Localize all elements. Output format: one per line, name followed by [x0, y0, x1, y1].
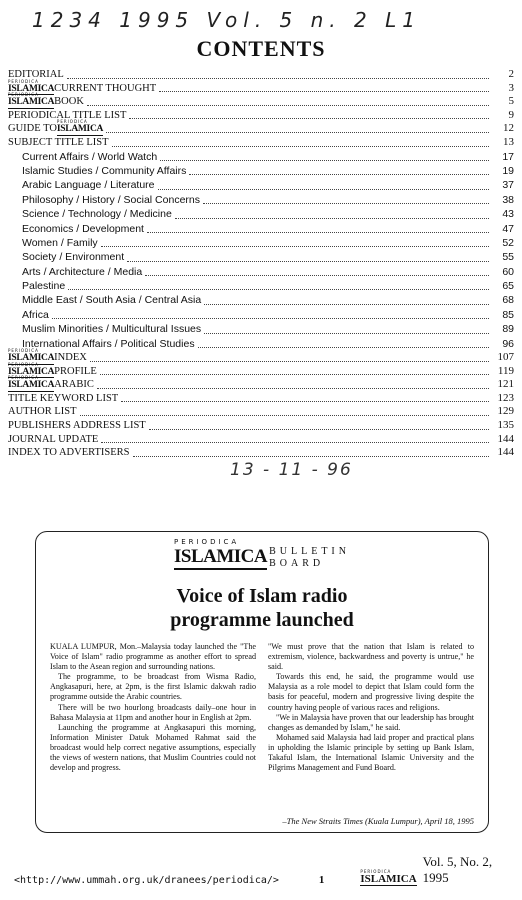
toc-entry-label: Middle East / South Asia / Central Asia	[22, 294, 202, 307]
article-paragraph: "We must prove that the nation that Islam is related to extremism, violence, backwardness and poverty is untrue," he said.	[268, 642, 474, 672]
toc-page-number: 135	[497, 419, 514, 431]
toc-entry-label: INDEX TO ADVERTISERS	[8, 447, 130, 459]
logo-islamica-text: ISLAMICA	[8, 83, 55, 94]
toc-leader-dots	[68, 288, 489, 290]
toc-page-number: 55	[502, 251, 514, 264]
toc-leader-dots	[189, 173, 489, 175]
toc-entry-label: Philosophy / History / Social Concerns	[22, 193, 200, 206]
toc-row	[8, 322, 514, 336]
table-of-contents	[8, 68, 514, 460]
footer-url[interactable]: <http://www.ummah.org.uk/dranees/periodica/>	[14, 875, 279, 886]
logo-periodica-text: PERIODICA	[8, 92, 39, 98]
toc-entry-label	[8, 376, 94, 392]
toc-page-number: 43	[502, 208, 514, 221]
article-column-1	[50, 642, 256, 773]
logo-suffix: PROFILE	[54, 365, 97, 377]
toc-page-number: 17	[502, 150, 514, 163]
toc-row	[8, 136, 514, 150]
toc-row	[8, 193, 514, 207]
toc-row	[8, 265, 514, 279]
footer-volume: Vol. 5, No. 2, 1995	[422, 854, 493, 885]
toc-entry-label: Arabic Language / Literature	[22, 179, 155, 192]
toc-page-number: 37	[502, 179, 514, 192]
toc-leader-dots	[203, 202, 489, 204]
toc-entry-label	[8, 120, 103, 136]
toc-page-number: 144	[497, 446, 514, 459]
bulletin-logo-board: BOARD	[269, 558, 325, 569]
toc-entry-label: Current Affairs / World Watch	[22, 150, 158, 163]
toc-page-number: 65	[502, 280, 514, 293]
toc-leader-dots	[127, 260, 489, 262]
page-footer	[14, 854, 514, 886]
toc-page-number: 123	[497, 391, 514, 404]
toc-leader-dots	[159, 90, 489, 92]
toc-entry-label	[8, 93, 84, 109]
toc-page-number: 119	[497, 364, 514, 377]
toc-leader-dots	[147, 231, 489, 233]
toc-row	[8, 419, 514, 433]
toc-page-number: 13	[503, 135, 514, 148]
toc-row	[8, 250, 514, 264]
toc-leader-dots	[133, 455, 490, 457]
toc-entry-label: EDITORIAL	[8, 69, 64, 80]
toc-leader-dots	[90, 360, 489, 362]
logo-suffix: ARABIC	[54, 379, 94, 391]
article-paragraph: Mohamed said Malaysia had laid proper and practical plans in upholding the Islamic principle by setting up Bank Islam, Takaful Islam, the International Islamic University and the Pilgrims Management and Fund Board.	[268, 732, 474, 773]
toc-row	[8, 392, 514, 406]
logo-periodica-text: PERIODICA	[8, 78, 39, 84]
toc-entry-label: PERIODICAL TITLE LIST	[8, 109, 127, 121]
toc-entry-label: Economics / Development	[22, 222, 144, 235]
toc-entry-label: Society / Environment	[22, 251, 125, 264]
toc-page-number: 96	[502, 337, 514, 350]
toc-leader-dots	[67, 77, 489, 79]
toc-entry-label: Islamic Studies / Community Affairs	[22, 164, 187, 177]
logo-islamica-text: ISLAMICA	[8, 380, 55, 391]
toc-entry-label: Science / Technology / Medicine	[22, 208, 172, 221]
toc-page-number: 5	[508, 95, 514, 108]
toc-page-number: 3	[508, 81, 514, 94]
toc-row	[8, 433, 514, 447]
toc-entry-label: JOURNAL UPDATE	[8, 433, 99, 445]
islamica-logo	[8, 376, 54, 392]
toc-row	[8, 308, 514, 322]
toc-entry-text: GUIDE TO	[8, 123, 57, 135]
toc-row	[8, 236, 514, 250]
logo-suffix: CURRENT THOUGHT	[54, 82, 157, 94]
toc-row	[8, 222, 514, 236]
logo-islamica-text: ISLAMICA	[8, 353, 55, 364]
toc-page-number: 47	[502, 222, 514, 235]
stamp-date: 13 - 11 - 96	[230, 460, 353, 480]
toc-entry-label: Women / Family	[22, 236, 98, 249]
article-column-2	[268, 642, 474, 773]
toc-leader-dots	[112, 145, 489, 147]
footer-logo-periodica: PERIODICA	[360, 869, 392, 874]
logo-islamica-text: ISLAMICA	[8, 366, 55, 377]
toc-leader-dots	[80, 414, 489, 416]
toc-page-number: 129	[497, 405, 514, 418]
toc-entry-label: PUBLISHERS ADDRESS LIST	[8, 420, 146, 431]
toc-row	[8, 207, 514, 221]
logo-suffix: INDEX	[54, 352, 87, 364]
bulletin-board-box	[35, 531, 489, 833]
toc-leader-dots	[149, 428, 489, 430]
toc-leader-dots	[129, 117, 489, 119]
toc-entry-label: Africa	[22, 308, 49, 321]
logo-islamica-text: ISLAMICA	[8, 97, 55, 108]
toc-leader-dots	[175, 217, 489, 219]
toc-entry-label: Palestine	[22, 280, 66, 293]
bulletin-logo-islamica: ISLAMICA	[174, 546, 267, 570]
toc-row	[8, 405, 514, 419]
toc-page-number: 12	[503, 122, 514, 135]
logo-periodica-text: PERIODICA	[8, 375, 39, 381]
footer-logo	[360, 870, 416, 886]
article-body	[50, 642, 474, 773]
toc-leader-dots	[52, 317, 489, 319]
toc-row	[8, 119, 514, 136]
toc-entry-label: International Affairs / Political Studies	[22, 337, 195, 350]
toc-leader-dots	[198, 346, 489, 348]
toc-leader-dots	[100, 373, 489, 375]
toc-entry-label: TITLE KEYWORD LIST	[8, 392, 119, 404]
toc-row	[8, 150, 514, 164]
islamica-logo	[8, 93, 54, 109]
toc-leader-dots	[121, 400, 489, 402]
toc-leader-dots	[87, 104, 489, 106]
toc-entry-label: AUTHOR LIST	[8, 406, 77, 418]
toc-row	[8, 164, 514, 178]
toc-row	[8, 279, 514, 293]
logo-periodica-text: PERIODICA	[8, 361, 39, 367]
toc-leader-dots	[158, 188, 489, 190]
toc-row	[8, 92, 514, 109]
toc-leader-dots	[101, 441, 489, 443]
bulletin-logo	[36, 538, 488, 570]
handwritten-note: 1234 1995 Vol. 5 n. 2 L1	[32, 8, 421, 32]
logo-periodica-text: PERIODICA	[8, 348, 39, 354]
article-paragraph: Launching the programme at Angkasapuri this morning, Information Minister Datuk Mohamed Rahmat said the broadcast would help correct negative assumptions, especially the views of western nations, that Muslim Countries could not develop and progress.	[50, 722, 256, 773]
article-paragraph: KUALA LUMPUR, Mon.–Malaysia today launched the "The Voice of Islam" radio programme as another effort to spread Islam to the Asean region and surrounding nations.	[50, 642, 256, 672]
toc-page-number: 60	[502, 265, 514, 278]
article-source: –The New Straits Times (Kuala Lumpur), April 18, 1995	[282, 816, 474, 826]
footer-page-number: 1	[318, 874, 325, 886]
article-paragraph: The programme, to be broadcast from Wisma Radio, Angkasapuri, here, at 2pm, is the first Islamic dakwah radio programme outside the Arabic countries.	[50, 672, 256, 702]
headline-line-2: programme launched	[170, 609, 354, 631]
toc-entry-label: Muslim Minorities / Multicultural Issues	[22, 323, 202, 336]
toc-leader-dots	[160, 159, 489, 161]
toc-leader-dots	[204, 332, 489, 334]
toc-leader-dots	[97, 387, 489, 389]
toc-page-number: 121	[497, 378, 514, 391]
toc-row	[8, 446, 514, 460]
toc-page-number: 52	[502, 236, 514, 249]
toc-leader-dots	[145, 274, 489, 276]
page-title: CONTENTS	[196, 36, 326, 61]
toc-page-number: 2	[508, 68, 514, 80]
toc-page-number: 19	[502, 164, 514, 177]
toc-page-number: 85	[502, 308, 514, 321]
toc-page-number: 144	[497, 432, 514, 445]
article-headline	[36, 584, 488, 632]
footer-logo-islamica: ISLAMICA	[360, 873, 417, 885]
toc-page-number: 38	[502, 193, 514, 206]
toc-page-number: 68	[502, 294, 514, 307]
toc-leader-dots	[106, 131, 489, 133]
bulletin-logo-bulletin: BULLETIN	[269, 546, 350, 557]
logo-suffix: BOOK	[54, 96, 84, 108]
toc-leader-dots	[101, 245, 489, 247]
logo-islamica-text: ISLAMICA	[56, 124, 104, 135]
toc-row	[8, 293, 514, 307]
toc-entry-label: SUBJECT TITLE LIST	[8, 136, 109, 148]
toc-page-number: 9	[508, 108, 514, 121]
toc-entry-label: Arts / Architecture / Media	[22, 265, 143, 278]
toc-row	[8, 178, 514, 192]
toc-leader-dots	[204, 303, 489, 305]
toc-page-number: 107	[497, 351, 514, 364]
islamica-logo	[57, 120, 103, 136]
article-paragraph: There will be two hourlong broadcasts daily–one hour in Bahasa Malaysia at 11pm and another hour in English at 2pm.	[50, 702, 256, 722]
toc-row	[8, 375, 514, 392]
bulletin-logo-periodica: PERIODICA	[173, 538, 240, 546]
headline-line-1: Voice of Islam radio	[176, 585, 348, 607]
logo-periodica-text: PERIODICA	[56, 119, 88, 125]
toc-page-number: 89	[502, 323, 514, 336]
article-paragraph: "We in Malaysia have proven that our leadership has brought changes as demanded by Islam," he said.	[268, 712, 474, 732]
article-paragraph: Towards this end, he said, the programme would use Malaysia as a role model to depict that Islam could form the basis for peaceful, modern and progressive living despite the country having people of various races and religions.	[268, 672, 474, 712]
